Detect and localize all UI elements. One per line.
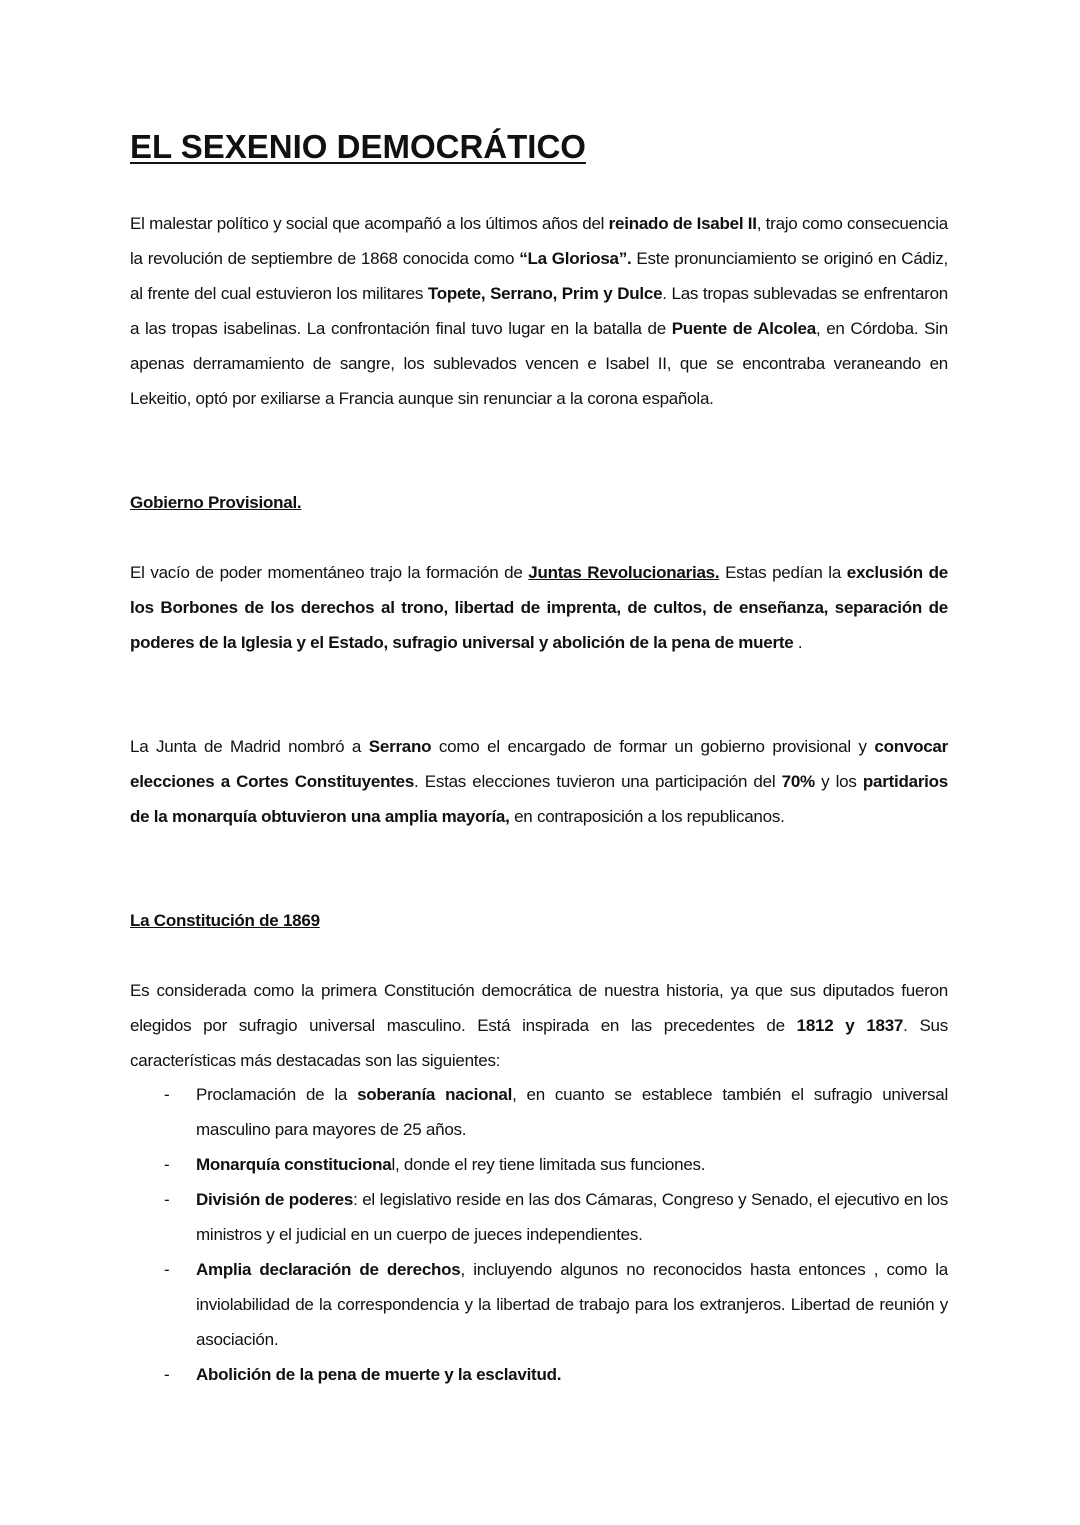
- intro-paragraph: [130, 206, 948, 416]
- bullet-dash: -: [164, 1260, 170, 1279]
- text-segment: y los: [814, 772, 863, 791]
- bold-text: partidarios de la monarquía obtuvieron una amplia mayoría,: [130, 772, 948, 826]
- bullet-dash: -: [164, 1365, 170, 1384]
- bold-text: exclusión de los Borbones de los derechos al trono, libertad de imprenta, de cultos, de enseñanza, separación de poderes de la Iglesia y el Estado, sufragio universal y abolición de la pena de muerte: [130, 563, 948, 652]
- bold-text: 70%: [781, 772, 815, 791]
- constitucion-paragraph: [130, 973, 948, 1078]
- bold-text: Juntas Revolucionarias.: [528, 563, 720, 582]
- text-segment: : el legislativo reside en las dos Cámaras, Congreso y Senado, el ejecutivo en los ministros y el judicial en un cuerpo de jueces independientes.: [196, 1190, 949, 1244]
- bold-text: 1812 y 1837: [796, 1016, 904, 1035]
- serrano-paragraph: [130, 729, 948, 834]
- bullet-dash: -: [164, 1190, 170, 1209]
- list-item: [130, 1182, 948, 1252]
- text-segment: Estas pedían la: [719, 563, 847, 582]
- text-segment: Es considerada como la primera Constitución democrática de nuestra historia, ya que sus diputados fueron elegidos por sufragio universal masculino. Está inspirada en las precedentes de: [130, 981, 948, 1035]
- bold-text: Amplia declaración de derechos: [196, 1260, 461, 1279]
- text-segment: en contraposición a los republicanos.: [509, 807, 785, 826]
- bold-text: reinado de Isabel II: [608, 214, 757, 233]
- text-segment: La Junta de Madrid nombró a: [130, 737, 369, 756]
- text-segment: , en Córdoba. Sin apenas derramamiento de sangre, los sublevados vencen e Isabel II, que se encontraba veraneando en Lekeitio, optó por exiliarse a Francia aunque sin renunciar a la corona española.: [130, 319, 948, 408]
- bold-text: División de poderes: [196, 1190, 354, 1209]
- bold-text: “La Gloriosa”.: [519, 249, 632, 268]
- text-segment: , incluyendo algunos no reconocidos hasta entonces , como la inviolabilidad de la correspondencia y la libertad de trabajo para los extranjeros. Libertad de reunión y asociación.: [196, 1260, 948, 1349]
- section-heading-gobierno-provisional: [130, 485, 948, 520]
- text-segment: . Las tropas sublevadas se enfrentaron a las tropas isabelinas. La confrontación final tuvo lugar en la batalla de: [130, 284, 949, 338]
- bold-text: Serrano: [368, 737, 432, 756]
- list-item: [130, 1077, 948, 1147]
- bold-text: soberanía nacional: [357, 1085, 513, 1104]
- text-segment: , en cuanto se establece también el sufragio universal masculino para mayores de 25 años.: [196, 1085, 948, 1139]
- list-item: [130, 1147, 948, 1182]
- text-segment: El malestar político y social que acompañó a los últimos años del: [130, 214, 609, 233]
- bold-text: Puente de Alcolea: [671, 319, 816, 338]
- bullet-dash: -: [164, 1155, 170, 1174]
- text-segment: . Estas elecciones tuvieron una participación del: [414, 772, 782, 791]
- text-segment: .: [793, 633, 803, 652]
- bold-text: Abolición de la pena de muerte y la esclavitud.: [196, 1365, 562, 1384]
- text-segment: l, donde el rey tiene limitada sus funciones.: [391, 1155, 706, 1174]
- bold-text: convocar elecciones a Cortes Constituyentes: [130, 737, 948, 791]
- section-heading-constitucion-1869: [130, 903, 948, 938]
- text-segment: . Sus características más destacadas son las siguientes:: [130, 1016, 948, 1070]
- bold-text: Monarquía constituciona: [196, 1155, 392, 1174]
- text-segment: Gobierno Provisional.: [130, 493, 302, 512]
- list-item: [130, 1252, 948, 1357]
- juntas-paragraph: [130, 555, 948, 660]
- text-segment: , trajo como consecuencia la revolución de septiembre de 1868 conocida como: [130, 214, 948, 268]
- bullet-dash: -: [164, 1085, 170, 1104]
- text-segment: Proclamación de la: [196, 1085, 358, 1104]
- text-segment: La Constitución de 1869: [130, 911, 320, 930]
- text-segment: como el encargado de formar un gobierno provisional y: [431, 737, 875, 756]
- characteristics-list: [130, 1077, 948, 1392]
- list-item: [130, 1357, 948, 1392]
- bold-text: Topete, Serrano, Prim y Dulce: [427, 284, 663, 303]
- page-title: EL SEXENIO DEMOCRÁTICO: [130, 128, 586, 165]
- text-segment: Este pronunciamiento se originó en Cádiz, al frente del cual estuvieron los militares: [130, 249, 948, 303]
- text-segment: El vacío de poder momentáneo trajo la formación de: [130, 563, 529, 582]
